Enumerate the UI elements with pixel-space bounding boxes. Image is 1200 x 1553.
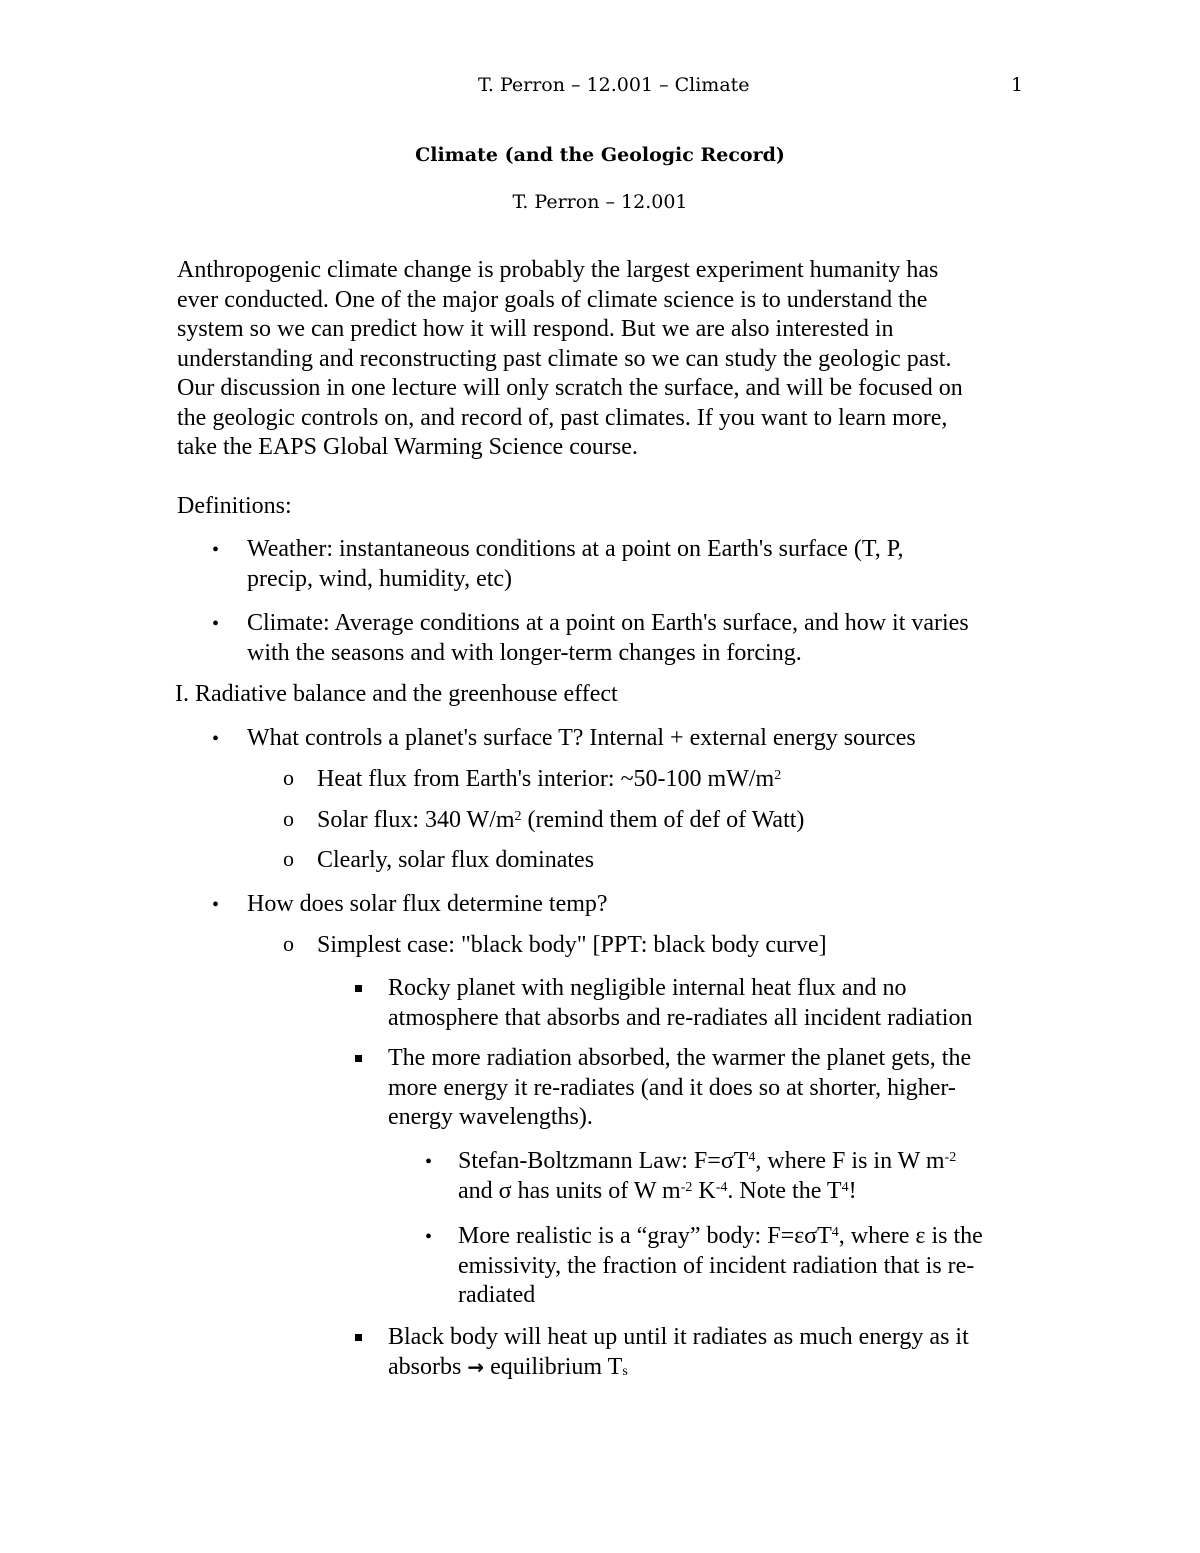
square-bullet-icon <box>355 1334 362 1341</box>
gray-text: , where ε is the <box>838 1223 983 1249</box>
exponent: 4 <box>841 1179 849 1195</box>
clearly-item: Clearly, solar flux dominates <box>317 847 595 873</box>
definitions-label: Definitions: <box>177 493 292 519</box>
exponent: 2 <box>514 809 522 824</box>
black-body-item <box>388 1323 969 1382</box>
item-line: radiated <box>458 1282 536 1308</box>
law-text: . Note the T <box>727 1177 842 1204</box>
subscript: s <box>622 1363 628 1379</box>
document-title: Climate (and the Geologic Record) <box>415 144 785 166</box>
intro-line: Anthropogenic climate change is probably the largest experiment humanity has <box>177 257 939 283</box>
intro-line: take the EAPS Global Warming Science course. <box>177 434 638 460</box>
item-line: Black body will heat up until it radiates as much energy as it <box>388 1324 969 1350</box>
item-line: more energy it re-radiates (and it does so at shorter, higher- <box>388 1074 956 1101</box>
intro-line: Our discussion in one lecture will only scratch the surface, and will be focused on <box>177 375 963 401</box>
intro-line: the geologic controls on, and record of, past climates. If you want to learn more, <box>177 404 948 431</box>
stefan-boltzmann-item <box>458 1147 956 1206</box>
circle-bullet-icon: o <box>283 806 294 831</box>
exponent: 4 <box>831 1225 839 1240</box>
law-text: and σ has units of W m <box>458 1177 681 1204</box>
black-body-text: equilibrium T <box>484 1353 623 1380</box>
climate-definition <box>247 609 969 668</box>
circle-bullet-icon: o <box>283 931 294 956</box>
exponent: 4 <box>748 1150 756 1165</box>
law-text: ! <box>848 1177 857 1204</box>
section-heading: I. Radiative balance and the greenhouse effect <box>175 681 618 707</box>
bullet-icon: • <box>212 613 220 635</box>
right-arrow-icon: → <box>467 1354 485 1379</box>
solar-flux-note: (remind them of def of Watt) <box>521 807 805 833</box>
rocky-planet-item <box>388 974 972 1033</box>
intro-line: ever conducted. One of the major goals of climate science is to understand the <box>177 286 928 313</box>
circle-bullet-icon: o <box>283 765 294 790</box>
gray-text: More realistic is a “gray” body: F=εσT <box>458 1223 832 1249</box>
definition-line: Climate: Average conditions at a point on Earth's surface, and how it varies <box>247 610 969 636</box>
definition-line: precip, wind, humidity, etc) <box>247 565 513 592</box>
document-subtitle: T. Perron – 12.001 <box>512 191 688 213</box>
gray-body-item <box>458 1222 983 1311</box>
exponent: -4 <box>715 1179 728 1195</box>
intro-paragraph <box>177 256 963 463</box>
definition-line: with the seasons and with longer-term changes in forcing. <box>247 639 802 666</box>
bullet-icon: • <box>212 728 220 750</box>
exponent: -2 <box>680 1179 693 1195</box>
black-body-text: absorbs <box>388 1353 468 1380</box>
heat-flux-text: Heat flux from Earth's interior: ~50-100 mW/m <box>317 766 775 792</box>
solar-flux-text: Solar flux: 340 W/m <box>317 807 515 833</box>
more-radiation-item <box>388 1044 971 1133</box>
item-line: The more radiation absorbed, the warmer the planet gets, the <box>388 1045 972 1071</box>
item-line: emissivity, the fraction of incident radiation that is re- <box>458 1252 975 1279</box>
definition-line: Weather: instantaneous conditions at a point on Earth's surface (T, P, <box>247 536 904 562</box>
law-text: , where F is in W m <box>755 1148 945 1174</box>
item-line: energy wavelengths). <box>388 1104 593 1130</box>
running-header: T. Perron – 12.001 – Climate <box>478 74 750 96</box>
solar-flux-item <box>317 806 804 836</box>
bullet-icon: • <box>425 1151 433 1173</box>
item-line: atmosphere that absorbs and re-radiates all incident radiation <box>388 1004 973 1031</box>
question-surface-temp: What controls a planet's surface T? Internal + external energy sources <box>247 725 916 751</box>
item-line: Rocky planet with negligible internal heat flux and no <box>388 975 907 1001</box>
intro-line: understanding and reconstructing past climate so we can study the geologic past. <box>177 345 952 372</box>
heat-flux-item <box>317 765 781 795</box>
intro-line: system so we can predict how it will respond. But we are also interested in <box>177 316 894 342</box>
question-solar-temp: How does solar flux determine temp? <box>247 891 608 917</box>
square-bullet-icon <box>355 1055 362 1062</box>
law-text: K <box>692 1177 716 1204</box>
exponent: -2 <box>944 1150 957 1165</box>
law-text: Stefan-Boltzmann Law: F=σT <box>458 1148 749 1174</box>
bullet-icon: • <box>212 894 220 916</box>
circle-bullet-icon: o <box>283 846 294 871</box>
weather-definition <box>247 535 903 594</box>
bullet-icon: • <box>425 1226 433 1248</box>
square-bullet-icon <box>355 985 362 992</box>
page-number: 1 <box>1011 74 1024 96</box>
bullet-icon: • <box>212 539 220 561</box>
simplest-case-item: Simplest case: "black body" [PPT: black body curve] <box>317 932 827 958</box>
exponent: 2 <box>774 768 782 783</box>
